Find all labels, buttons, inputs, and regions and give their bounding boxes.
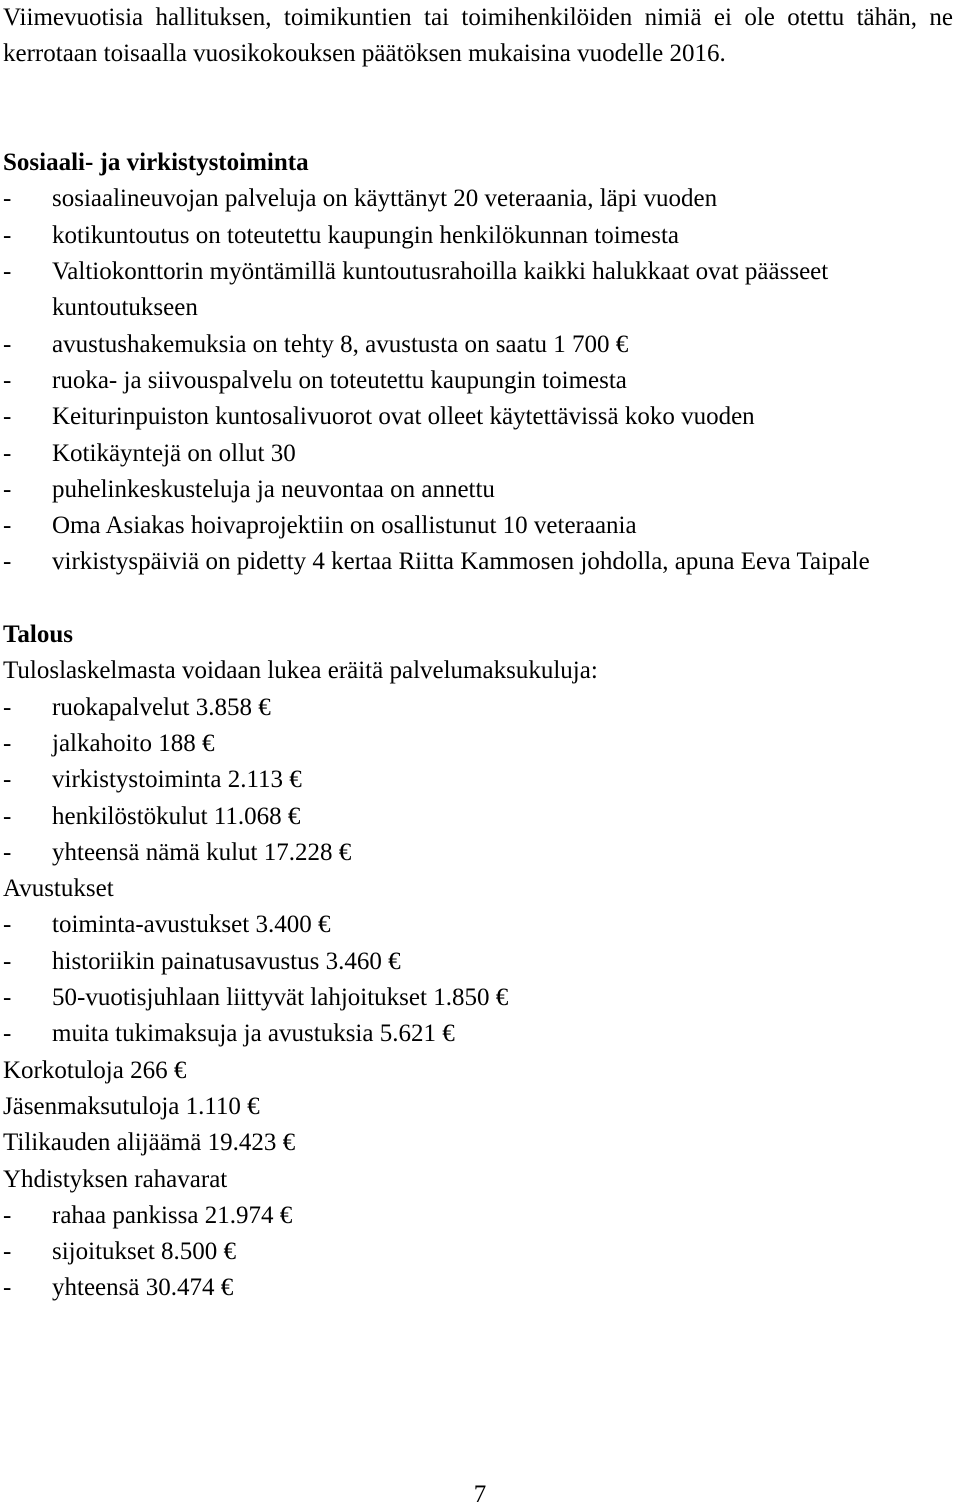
list-item xyxy=(3,1270,953,1306)
list-dash: - xyxy=(3,1020,12,1048)
list-dash: - xyxy=(3,366,12,394)
list-item xyxy=(3,399,953,435)
list-item xyxy=(3,799,953,835)
spacer xyxy=(3,109,953,145)
list-dash: - xyxy=(3,984,12,1012)
list-item-text: rahaa pankissa 21.974 € xyxy=(52,1201,293,1229)
section-heading-finance: Talous xyxy=(3,621,73,649)
list-dash: - xyxy=(3,1274,12,1302)
list-dash: - xyxy=(3,766,12,794)
spacer xyxy=(3,581,953,617)
list-item xyxy=(3,835,953,871)
list-item xyxy=(3,762,953,798)
list-item-text: Oma Asiakas hoivaprojektiin on osallistunut 10 veteraania xyxy=(52,512,637,540)
list-item-text: yhteensä nämä kulut 17.228 € xyxy=(52,838,352,866)
list-item-text: virkistystoiminta 2.113 € xyxy=(52,766,302,794)
funds-list xyxy=(3,1198,953,1307)
list-item xyxy=(3,980,953,1016)
funds-label: Yhdistyksen rahavarat xyxy=(3,1165,228,1193)
list-item xyxy=(3,327,953,363)
section-heading-social: Sosiaali- ja virkistystoiminta xyxy=(3,149,309,177)
list-dash: - xyxy=(3,258,12,286)
list-item-text: yhteensä 30.474 € xyxy=(52,1274,234,1302)
interest-income: Korkotuloja 266 € xyxy=(3,1056,187,1084)
list-dash: - xyxy=(3,838,12,866)
list-item-text: Keiturinpuiston kuntosalivuorot ovat olleet käytettävissä koko vuoden xyxy=(52,403,755,431)
list-item xyxy=(3,181,953,217)
list-item xyxy=(3,1016,953,1052)
list-dash: - xyxy=(3,1201,12,1229)
list-item xyxy=(3,944,953,980)
list-dash: - xyxy=(3,221,12,249)
list-item xyxy=(3,1234,953,1270)
membership-income: Jäsenmaksutuloja 1.110 € xyxy=(3,1092,260,1120)
list-item-text: jalkahoito 188 € xyxy=(52,729,215,757)
list-dash: - xyxy=(3,475,12,503)
list-item-text: historiikin painatusavustus 3.460 € xyxy=(52,947,401,975)
list-dash: - xyxy=(3,947,12,975)
intro-paragraph: Viimevuotisia hallituksen, toimikuntien tai toimihenkilöiden nimiä ei ole otettu tähän, ne kerrotaan toisaalla vuosikokouksen päätöksen mukaisina vuodelle 2016. xyxy=(3,4,953,68)
finance-intro: Tuloslaskelmasta voidaan lukea eräitä palvelumaksukuluja: xyxy=(3,657,598,685)
list-item-text: puhelinkeskusteluja ja neuvontaa on annettu xyxy=(52,475,495,503)
list-item-text: sosiaalineuvojan palveluja on käyttänyt 20 veteraania, läpi vuoden xyxy=(52,185,718,213)
list-dash: - xyxy=(3,729,12,757)
list-item xyxy=(3,363,953,399)
social-list xyxy=(3,181,953,580)
list-item xyxy=(3,907,953,943)
list-item-text: toiminta-avustukset 3.400 € xyxy=(52,911,331,939)
list-item xyxy=(3,1198,953,1234)
list-item-text: Valtiokonttorin myöntämillä kuntoutusrahoilla kaikki halukkaat ovat päässeet kuntoutukseen xyxy=(52,258,829,322)
period-deficit: Tilikauden alijäämä 19.423 € xyxy=(3,1129,296,1157)
grant-list xyxy=(3,907,953,1052)
list-item-text: kotikuntoutus on toteutettu kaupungin henkilökunnan toimesta xyxy=(52,221,680,249)
list-item-text: ruokapalvelut 3.858 € xyxy=(52,693,271,721)
list-item xyxy=(3,508,953,544)
list-item-text: avustushakemuksia on tehty 8, avustusta on saatu 1 700 € xyxy=(52,330,629,358)
list-dash: - xyxy=(3,330,12,358)
list-dash: - xyxy=(3,802,12,830)
list-item-text: Kotikäyntejä on ollut 30 xyxy=(52,439,296,467)
document-page xyxy=(3,0,953,1307)
list-item-text: virkistyspäiviä on pidetty 4 kertaa Riitta Kammosen johdolla, apuna Eeva Taipale xyxy=(52,548,870,576)
list-item-text: henkilöstökulut 11.068 € xyxy=(52,802,301,830)
grants-label: Avustukset xyxy=(3,875,114,903)
list-item xyxy=(3,436,953,472)
list-dash: - xyxy=(3,185,12,213)
list-item-text: ruoka- ja siivouspalvelu on toteutettu kaupungin toimesta xyxy=(52,366,627,394)
list-item xyxy=(3,254,953,327)
list-item xyxy=(3,472,953,508)
cost-list xyxy=(3,690,953,871)
list-dash: - xyxy=(3,403,12,431)
list-item xyxy=(3,690,953,726)
list-dash: - xyxy=(3,512,12,540)
list-item-text: sijoitukset 8.500 € xyxy=(52,1238,237,1266)
list-item-text: muita tukimaksuja ja avustuksia 5.621 € xyxy=(52,1020,455,1048)
page-number: 7 xyxy=(473,1481,487,1508)
list-dash: - xyxy=(3,911,12,939)
list-dash: - xyxy=(3,548,12,576)
list-item xyxy=(3,218,953,254)
list-item-text: 50-vuotisjuhlaan liittyvät lahjoitukset 1.850 € xyxy=(52,984,509,1012)
list-item xyxy=(3,726,953,762)
list-dash: - xyxy=(3,439,12,467)
list-item xyxy=(3,544,953,580)
list-dash: - xyxy=(3,693,12,721)
list-dash: - xyxy=(3,1238,12,1266)
